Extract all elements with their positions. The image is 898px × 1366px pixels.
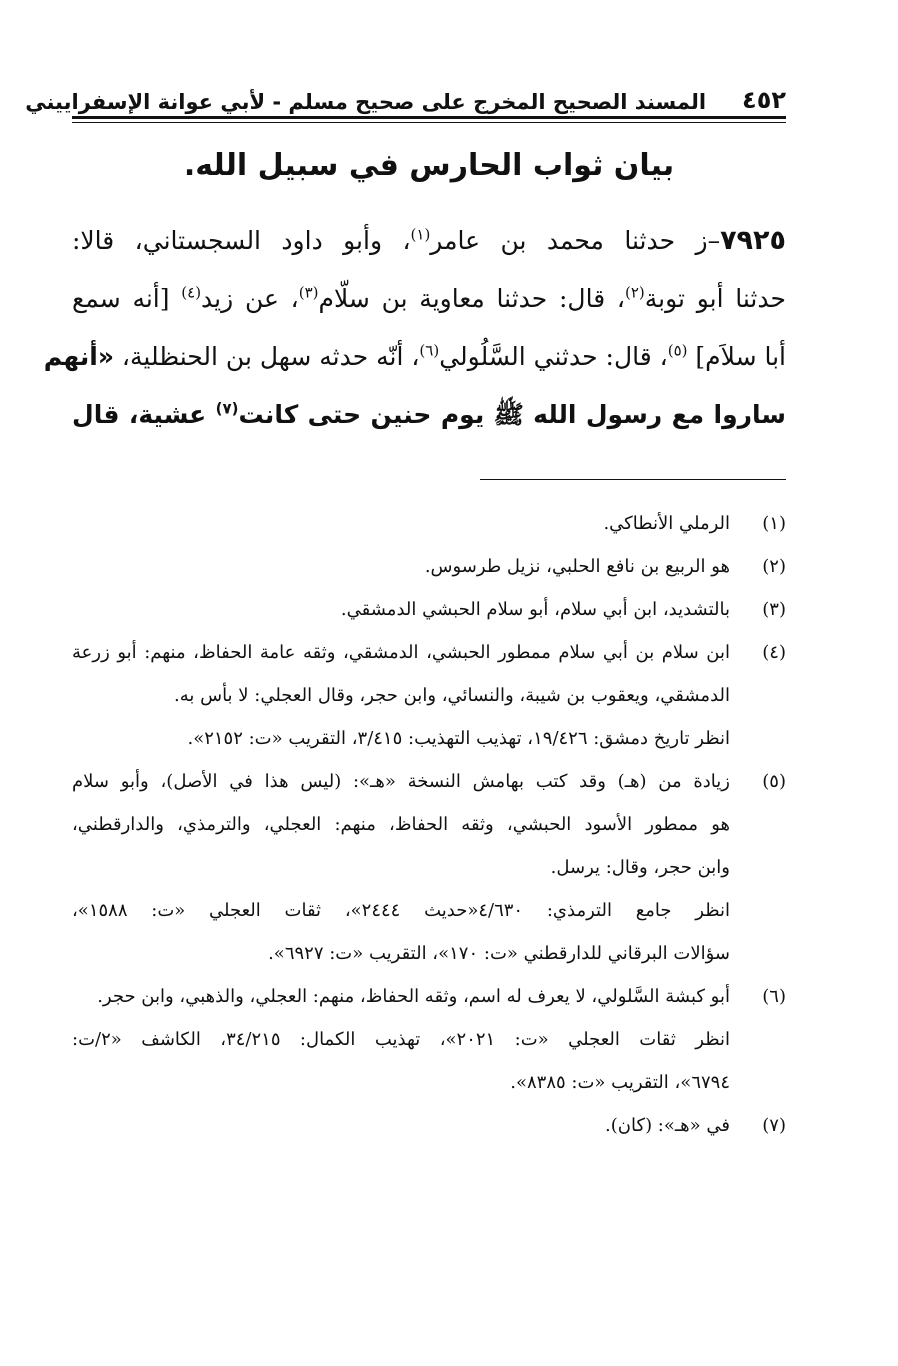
footnote-text: وابن حجر، وقال: يرسل. bbox=[550, 857, 730, 878]
footnote-7 bbox=[72, 1104, 786, 1147]
footnote-ref: (٧) bbox=[215, 399, 239, 418]
footnote-number: (٤) bbox=[762, 642, 786, 663]
footnote-text: هو ممطور الأسود الحبشي، وثقه الحفاظ، منهم: العجلي، والترمذي، والدارقطني، bbox=[72, 814, 730, 835]
footnote-number: (١) bbox=[762, 513, 786, 534]
footnote-text: هو الربيع بن نافع الحلبي، نزيل طرسوس. bbox=[424, 556, 730, 577]
hadith-text bbox=[43, 212, 786, 444]
footnote-text: أبو كبشة السَّلولي، لا يعرف له اسم، وثقه الحفاظ، منهم: العجلي، والذهبي، وابن حجر. bbox=[97, 986, 730, 1007]
page-number: ٤٥٢ bbox=[742, 86, 786, 114]
footnote-number: (٥) bbox=[762, 771, 786, 792]
hadith-line-4: ساروا مع رسول الله ﷺ يوم حنين حتى كانت$^{(٧)}$ عشية، قال bbox=[72, 399, 786, 429]
footnote-ref: (٦) bbox=[419, 341, 440, 360]
footnote-text: سؤالات البرقاني للدارقطني «ت: ١٧٠»، التقريب «ت: ٦٩٢٧». bbox=[268, 943, 730, 964]
chapter-title: بيان ثواب الحارس في سبيل الله. bbox=[183, 148, 675, 183]
footnote-5 bbox=[72, 760, 786, 975]
footnote-1 bbox=[72, 502, 786, 545]
footnote-6 bbox=[72, 975, 786, 1104]
header-rule-thick bbox=[72, 116, 786, 119]
footnote-text: الرملي الأنطاكي. bbox=[603, 513, 730, 534]
footnote-text: ابن سلام بن أبي سلام ممطور الحبشي، الدمشقي، وثقه عامة الحفاظ، منهم: أبو زرعة bbox=[72, 642, 730, 663]
footnote-ref: (٢) bbox=[624, 283, 645, 302]
footnote-separator bbox=[480, 479, 786, 480]
footnote-text: انظر ثقات العجلي «ت: ٢٠٢١»، تهذيب الكمال: ٣٤/٢١٥، الكاشف «٢/ت: bbox=[72, 1029, 730, 1050]
running-header bbox=[25, 78, 786, 114]
hadith-number: ٧٩٢٥ bbox=[720, 225, 786, 256]
footnote-text: بالتشديد، ابن أبي سلام، أبو سلام الحبشي الدمشقي. bbox=[340, 599, 730, 620]
footnote-3 bbox=[72, 588, 786, 631]
footnote-ref: (٥) bbox=[667, 341, 688, 360]
footnote-text: زيادة من (هـ) وقد كتب بهامش النسخة «هـ»: (ليس هذا في الأصل)، وأبو سلام bbox=[72, 771, 730, 792]
running-title: المسند الصحيح المخرج على صحيح مسلم - لأبي عوانة الإسفراييني bbox=[25, 90, 707, 114]
footnote-ref: (٣) bbox=[298, 283, 319, 302]
footnote-number: (٣) bbox=[762, 599, 786, 620]
footnote-ref: (١) bbox=[410, 225, 431, 244]
footnote-4 bbox=[72, 631, 786, 760]
footnote-text: في «هـ»: (كان). bbox=[605, 1115, 730, 1136]
footnote-text: انظر جامع الترمذي: ٤/٦٣٠«حديث ٢٤٤٤»، ثقات العجلي «ت: ١٥٨٨»، bbox=[72, 900, 730, 921]
footnote-text: الدمشقي، ويعقوب بن شيبة، والنسائي، وابن حجر، وقال العجلي: لا بأس به. bbox=[174, 685, 730, 706]
footnote-text: انظر تاريخ دمشق: ١٩/٤٢٦، تهذيب التهذيب: ٣/٤١٥، التقريب «ت: ٢١٥٢». bbox=[187, 728, 730, 749]
footnotes bbox=[72, 502, 786, 1147]
hadith-line-3: أبا سلاَم] $^{(٥)}$، قال: حدثني السَّلُولي$^{(٦)}$، أنّه حدثه سهل بن الحنظلية، «أنهم bbox=[43, 341, 786, 371]
quote-start: «أنهم bbox=[43, 342, 114, 371]
header-rule-thin bbox=[72, 122, 786, 123]
footnote-2 bbox=[72, 545, 786, 588]
hadith-line-1: ٧٩٢٥–ز حدثنا محمد بن عامر$^{(١)}$، وأبو داود السجستاني، قالا: bbox=[72, 225, 786, 256]
hadith-line-2: حدثنا أبو توبة$^{(٢)}$، قال: حدثنا معاوية بن سلّام$^{(٣)}$، عن زيد$^{(٤)}$ [أنه سمع bbox=[72, 283, 786, 313]
footnote-number: (٧) bbox=[762, 1115, 786, 1136]
footnote-number: (٦) bbox=[762, 986, 786, 1007]
footnote-number: (٢) bbox=[762, 556, 786, 577]
footnote-text: ٦٧٩٤»، التقريب «ت: ٨٣٨٥». bbox=[510, 1072, 730, 1093]
footnote-ref: (٤) bbox=[181, 283, 202, 302]
